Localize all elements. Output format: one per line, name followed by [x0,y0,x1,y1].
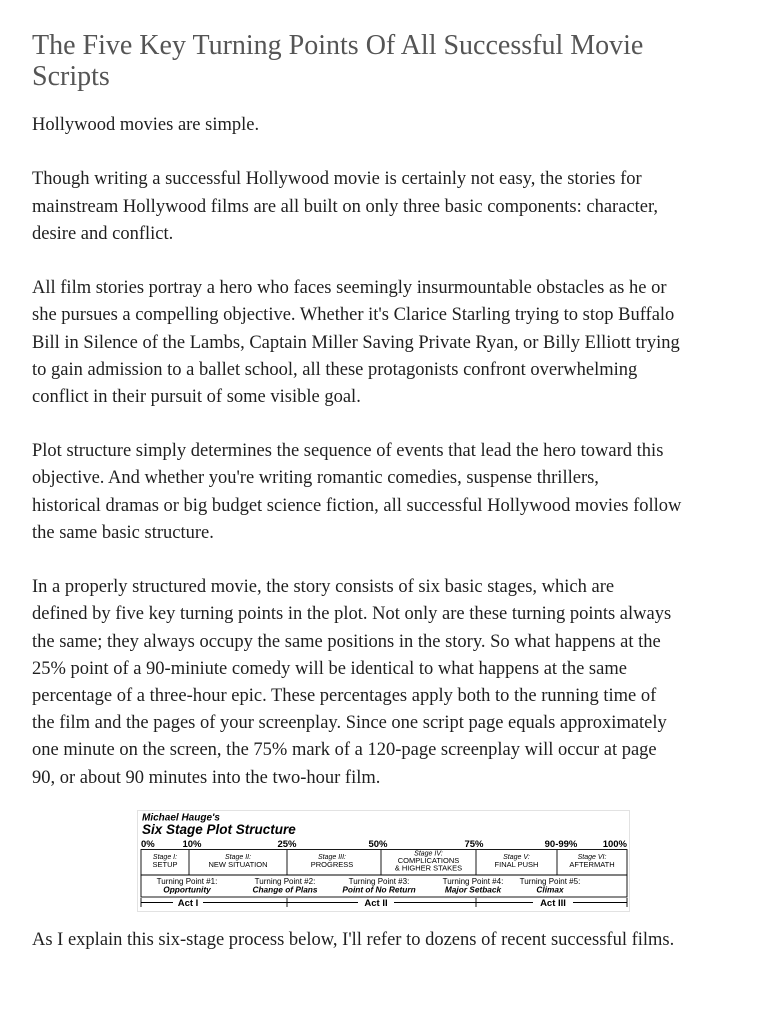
paragraph-line: one minute on the screen, the 75% mark of a 120-page screenplay will occur at page [32,740,657,761]
paragraph-line: objective. And whether you're writing romantic comedies, suspense thrillers, [32,468,599,489]
stage-label: Stage I: [152,853,178,861]
stage-label: Stage VI: [577,853,607,861]
percent-label: 90-99% [544,838,578,850]
paragraph-line: she pursues a compelling objective. Whether it's Clarice Starling trying to stop Buffalo [32,305,675,326]
turning-point-label: Turning Point #1: [156,876,218,886]
paragraph-line: defined by five key turning points in the plot. Not only are these turning points always [32,604,672,625]
stage-label: Stage V: [503,853,530,861]
stage-name: NEW SITUATION [208,859,268,869]
stage-name: FINAL PUSH [494,859,539,869]
stage-name: AFTERMATH [569,859,615,869]
paragraph-line: Though writing a successful Hollywood movie is certainly not easy, the stories for [32,169,642,190]
diagram-title: Six Stage Plot Structure [142,821,296,837]
turning-point-label: Turning Point #5: [519,876,581,886]
paragraph-line: Plot structure simply determines the sequence of events that lead the hero toward this [32,441,664,462]
plot-structure-diagram [137,810,630,912]
percent-label: 100% [602,838,627,850]
percent-label: 0% [141,838,155,850]
stage-label: Stage IV: [414,850,443,858]
turning-point-label: Turning Point #2: [254,876,316,886]
percent-label: 25% [277,838,297,850]
article-title: The Five Key Turning Points Of All Successful Movie Scripts [32,30,644,92]
stage-label: Stage II: [224,853,252,861]
paragraph-line: In a properly structured movie, the story consists of six basic stages, which are [32,577,615,598]
turning-point-name: Major Setback [444,884,502,895]
act-label: Act II [364,897,388,909]
stage-name: PROGRESS [310,859,354,869]
paragraph-line: Bill in Silence of the Lambs, Captain Miller Saving Private Ryan, or Billy Elliott trying [32,332,680,353]
article-body [32,112,768,792]
stage-name: SETUP [152,859,178,869]
paragraph-line: the film and the pages of your screenplay. Since one script page equals approximately [32,713,667,734]
paragraph-line: 90, or about 90 minutes into the two-hour film. [32,767,381,788]
paragraph-line: mainstream Hollywood films are all built on only three basic components: character, [32,196,659,217]
paragraph-line: 25% point of a 90-miniute comedy will be identical to what happens at the same [32,658,627,679]
paragraph [32,438,768,547]
paragraph-line: Hollywood movies are simple. [32,115,260,135]
turning-point-name: Climax [536,884,564,895]
percent-label: 75% [464,838,484,850]
stage-name: COMPLICATIONS [397,855,460,865]
paragraph-line: the same; they always occupy the same positions in the story. So what happens at the [32,631,661,652]
paragraph [32,112,768,139]
act-label: Act III [540,897,566,909]
turning-point-label: Turning Point #4: [442,876,504,886]
closing-paragraph: As I explain this six-stage process below, I'll refer to dozens of recent successful films. [32,929,675,950]
turning-point-name: Change of Plans [252,884,318,895]
paragraph [32,275,768,411]
paragraph-line: conflict in their pursuit of some visible goal. [32,386,361,407]
act-label: Act I [177,897,199,909]
paragraph-line: All film stories portray a hero who faces seemingly insurmountable obstacles as he or [32,278,667,299]
turning-point-name: Point of No Return [342,884,416,895]
paragraph [32,166,768,248]
turning-point-name: Opportunity [163,884,211,895]
stage-label: Stage III: [317,853,347,861]
paragraph-line: desire and conflict. [32,223,174,244]
diagram-author: Michael Hauge's [142,812,220,824]
diagram-graphic [137,810,630,912]
turning-point-label: Turning Point #3: [348,876,410,886]
percent-label: 10% [182,838,202,850]
paragraph [32,574,768,792]
stage-name: & HIGHER STAKES [394,863,463,873]
percent-label: 50% [368,838,388,850]
paragraph-line: to gain admission to a ballet school, all these protagonists confront overwhelming [32,359,638,380]
paragraph-line: the same basic structure. [32,522,214,543]
paragraph-line: percentage of a three-hour epic. These percentages apply both to the running time of [32,685,657,706]
paragraph-line: historical dramas or big budget science fiction, all successful Hollywood movies follow [32,495,682,516]
